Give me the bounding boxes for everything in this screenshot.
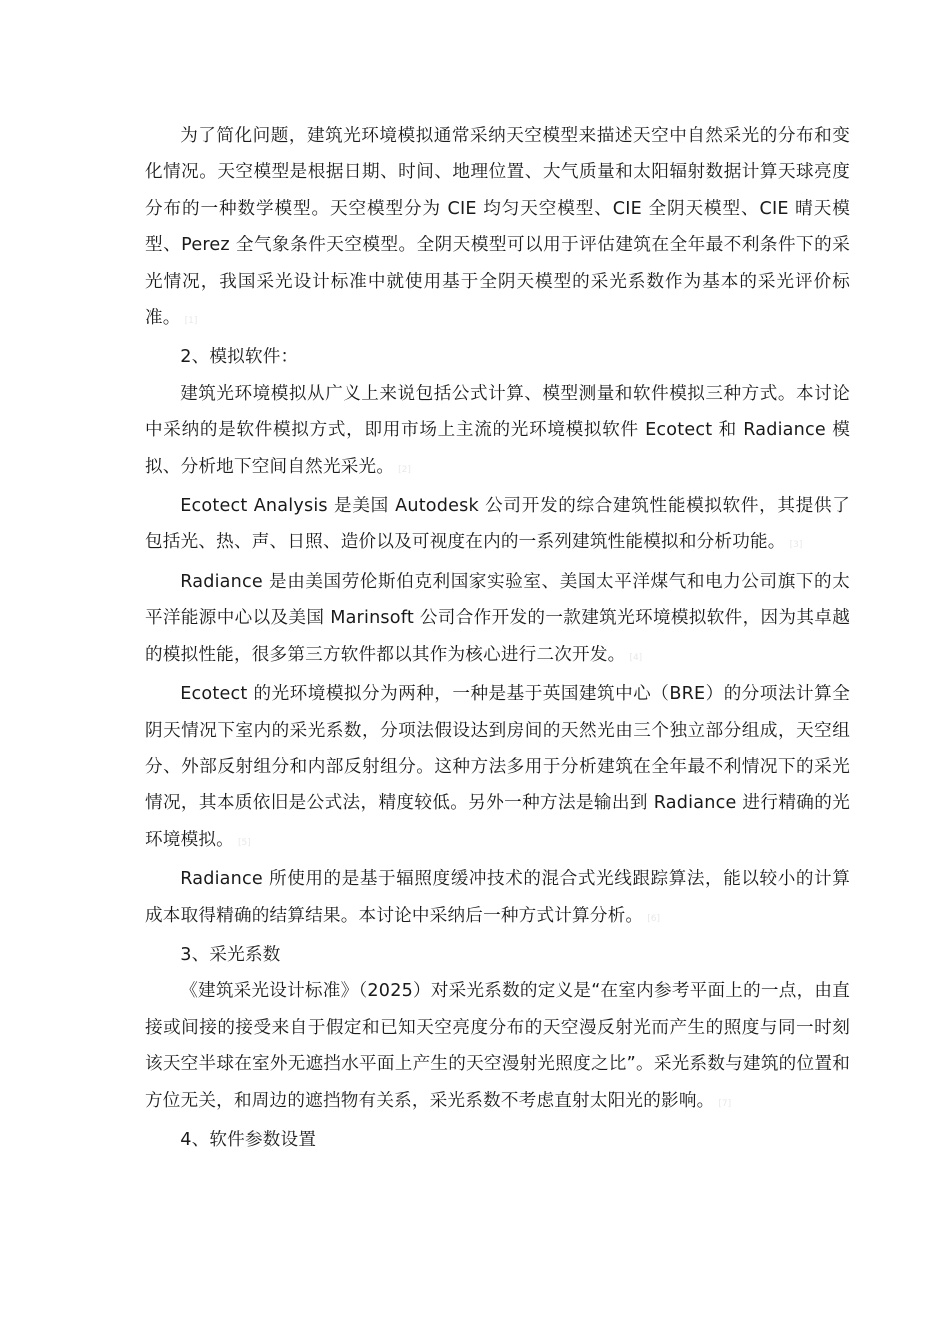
section-heading-simulation-software bbox=[145, 339, 850, 375]
citation-mark: [6] bbox=[647, 913, 660, 924]
paragraph-text: 《建筑采光设计标准》（2025）对采光系数的定义是“在室内参考平面上的一点，由直接或间接的接受来自于假定和已知天空亮度分布的天空漫反射光而产生的照度与同一时刻该天空半球在室外无遮挡水平面上产生的天空漫射光照度之比”。采光系数与建筑的位置和方位无关，和周边的遮挡物有关系，采光系数不考虑直射太阳光的影响。 bbox=[145, 981, 850, 1111]
paragraph-text: Ecotect 的光环境模拟分为两种，一种是基于英国建筑中心（BRE）的分项法计算全阴天情况下室内的采光系数，分项法假设达到房间的天然光由三个独立部分组成，天空组分、外部反射组分和内部反射组分。这种方法多用于分析建筑在全年最不利情况下的采光情况，其本质依旧是公式法，精度较低。另外一种方法是输出到 Radiance 进行精确的光环境模拟。 bbox=[145, 684, 850, 850]
paragraph-text: Ecotect Analysis 是美国 Autodesk 公司开发的综合建筑性能模拟软件，其提供了包括光、热、声、日照、造价以及可视度在内的一系列建筑性能模拟和分析功能。 bbox=[145, 496, 850, 553]
section-heading-daylight-factor bbox=[145, 937, 850, 973]
citation-mark: [5] bbox=[237, 837, 251, 848]
citation-mark: [4] bbox=[629, 652, 643, 663]
heading-text: 2、模拟软件： bbox=[180, 347, 299, 368]
paragraph-text: 建筑光环境模拟从广义上来说包括公式计算、模型测量和软件模拟三种方式。本讨论中采纳的是软件模拟方式，即用市场上主流的光环境模拟软件 Ecotect 和 Radiance 模拟、分析地下空间自然光采光。 bbox=[145, 383, 850, 477]
document-body bbox=[145, 118, 850, 1158]
citation-mark: [2] bbox=[398, 464, 411, 475]
citation-mark: [7] bbox=[718, 1098, 732, 1109]
paragraph-radiance bbox=[145, 564, 850, 676]
heading-text: 4、软件参数设置 bbox=[180, 1129, 317, 1150]
paragraph-text: 为了简化问题，建筑光环境模拟通常采纳天空模型来描述天空中自然采光的分布和变化情况。天空模型是根据日期、时间、地理位置、大气质量和太阳辐射数据计算天球亮度分布的一种数学模型。天空模型分为 CIE 均匀天空模型、CIE 全阴天模型、CIE 晴天模型、Perez 全气象条件天空模型。全阴天模型可以用于评估建筑在全年最不利条件下的采光情况，我国采光设计标准中就使用基于全阴天模型的采光系数作为基本的采光评价标准。 bbox=[145, 126, 850, 329]
paragraph-sky-model bbox=[145, 118, 850, 339]
paragraph-text: Radiance 是由美国劳伦斯伯克利国家实验室、美国太平洋煤气和电力公司旗下的太平洋能源中心以及美国 Marinsoft 公司合作开发的一款建筑光环境模拟软件，因为其卓越的模拟性能，很多第三方软件都以其作为核心进行二次开发。 bbox=[145, 571, 850, 665]
paragraph-ecotect-analysis bbox=[145, 488, 850, 564]
paragraph-daylight-factor-definition bbox=[145, 973, 850, 1122]
paragraph-ecotect-methods bbox=[145, 676, 850, 861]
heading-text: 3、采光系数 bbox=[180, 944, 281, 965]
paragraph-simulation-methods bbox=[145, 376, 850, 488]
paragraph-radiance-algorithm bbox=[145, 861, 850, 937]
citation-mark: [3] bbox=[789, 540, 803, 551]
paragraph-text: Radiance 所使用的是基于辐照度缓冲技术的混合式光线跟踪算法，能以较小的计算成本取得精确的结算结果。本讨论中采纳后一种方式计算分析。 bbox=[145, 869, 850, 926]
section-heading-software-parameters bbox=[145, 1122, 850, 1158]
citation-mark: [1] bbox=[184, 316, 198, 327]
